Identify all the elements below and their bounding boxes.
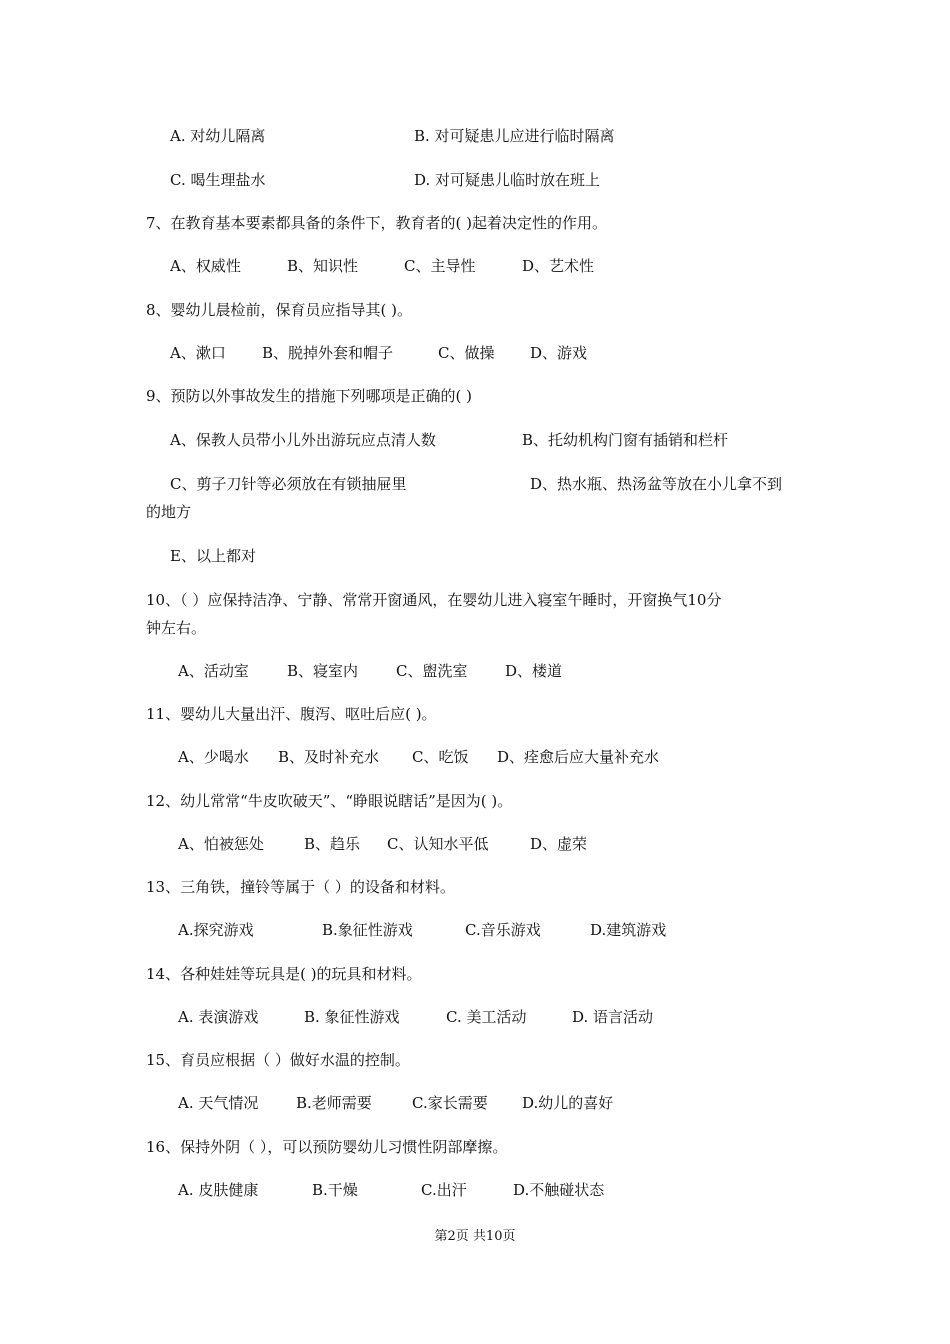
q9-stem: 9、预防以外事故发生的措施下列哪项是正确的( ) — [146, 387, 473, 405]
q8-option-c: C、做操 — [438, 344, 495, 362]
q8-option-a: A、漱口 — [170, 344, 226, 362]
q7-option-c: C、主导性 — [404, 257, 476, 275]
q7-option-b: B、知识性 — [287, 257, 359, 275]
q10-option-a: A、活动室 — [178, 662, 249, 680]
q11-option-d: D、痊愈后应大量补充水 — [497, 748, 660, 766]
q10-option-d: D、楼道 — [505, 662, 563, 680]
q12-stem: 12、幼儿常常“牛皮吹破天”、“睁眼说瞎话”是因为( )。 — [146, 792, 513, 810]
q13-option-a: A.探究游戏 — [178, 921, 254, 939]
q9-option-a: A、保教人员带小儿外出游玩应点清人数 — [170, 431, 436, 449]
q16-option-d: D.不触碰状态 — [513, 1181, 605, 1199]
q15-option-a: A. 天气情况 — [178, 1094, 259, 1112]
q9-option-b: B、托幼机构门窗有插销和栏杆 — [522, 431, 729, 449]
q7-option-d: D、艺术性 — [522, 257, 595, 275]
q11-option-c: C、吃饭 — [412, 748, 469, 766]
q16-stem: 16、保持外阴（ ），可以预防婴幼儿习惯性阴部摩擦。 — [146, 1138, 508, 1156]
q13-stem: 13、三角铁，撞铃等属于（ ）的设备和材料。 — [146, 878, 455, 896]
q12-option-d: D、虚荣 — [530, 835, 588, 853]
q15-stem: 15、育员应根据（ ）做好水温的控制。 — [146, 1051, 410, 1069]
q6-option-b: B. 对可疑患儿应进行临时隔离 — [414, 127, 615, 145]
q9-option-d: D、热水瓶、热汤盆等放在小儿拿不到 — [530, 475, 783, 493]
q14-option-a: A. 表演游戏 — [178, 1008, 259, 1026]
q9-option-c: C、剪子刀针等必须放在有锁抽屉里 — [170, 475, 407, 493]
q13-option-c: C.音乐游戏 — [465, 921, 541, 939]
q8-stem: 8、婴幼儿晨检前，保育员应指导其( )。 — [146, 301, 413, 319]
page-number-footer: 第2页 共10页 — [434, 1229, 516, 1244]
q9-option-d-continued: 的地方 — [146, 503, 192, 521]
q8-option-b: B、脱掉外套和帽子 — [262, 344, 394, 362]
q6-option-c: C. 喝生理盐水 — [170, 171, 266, 189]
q10-stem-line2: 钟左右。 — [146, 619, 207, 637]
q16-option-c: C.出汗 — [421, 1181, 467, 1199]
q12-option-c: C、认知水平低 — [387, 835, 489, 853]
q10-stem-line1: 10、（ ）应保持洁净、宁静、常常开窗通风，在婴幼儿进入寝室午睡时，开窗换气10分 — [146, 591, 722, 609]
q16-option-b: B.干燥 — [312, 1181, 358, 1199]
q11-option-a: A、少喝水 — [178, 748, 249, 766]
q6-option-d: D. 对可疑患儿临时放在班上 — [414, 171, 601, 189]
q14-stem: 14、各种娃娃等玩具是( )的玩具和材料。 — [146, 965, 422, 983]
q15-option-d: D.幼儿的喜好 — [522, 1094, 614, 1112]
q12-option-a: A、怕被惩处 — [178, 835, 264, 853]
q11-stem: 11、婴幼儿大量出汗、腹泻、呕吐后应( )。 — [146, 705, 437, 723]
q14-option-d: D. 语言活动 — [572, 1008, 654, 1026]
q10-option-c: C、盥洗室 — [396, 662, 468, 680]
q14-option-c: C. 美工活动 — [446, 1008, 527, 1026]
q10-option-b: B、寝室内 — [287, 662, 359, 680]
q6-option-a: A. 对幼儿隔离 — [170, 127, 266, 145]
q13-option-b: B.象征性游戏 — [322, 921, 413, 939]
q15-option-b: B.老师需要 — [296, 1094, 372, 1112]
q14-option-b: B. 象征性游戏 — [304, 1008, 400, 1026]
q11-option-b: B、及时补充水 — [278, 748, 380, 766]
q13-option-d: D.建筑游戏 — [590, 921, 667, 939]
q15-option-c: C.家长需要 — [412, 1094, 488, 1112]
q7-option-a: A、权威性 — [170, 257, 241, 275]
q9-option-e: E、以上都对 — [170, 547, 256, 565]
q8-option-d: D、游戏 — [530, 344, 588, 362]
q7-stem: 7、在教育基本要素都具备的条件下，教育者的( )起着决定性的作用。 — [146, 214, 608, 232]
q16-option-a: A. 皮肤健康 — [178, 1181, 259, 1199]
q12-option-b: B、趋乐 — [304, 835, 361, 853]
